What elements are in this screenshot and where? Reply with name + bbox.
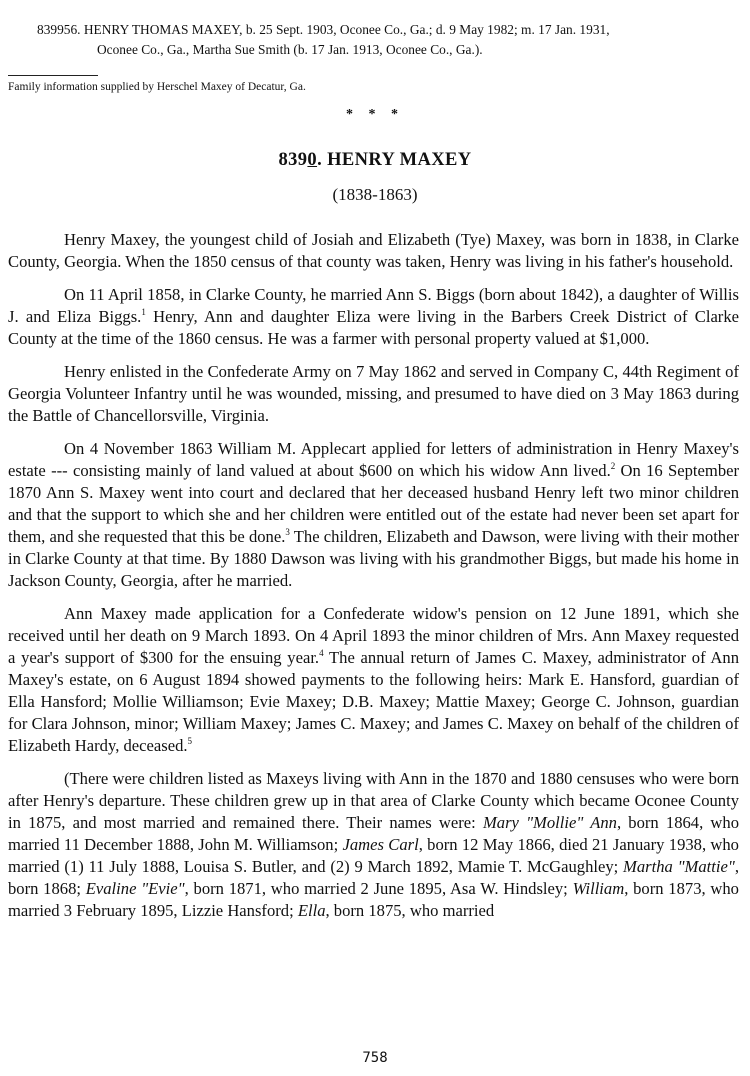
heading-number-suffix: . xyxy=(317,150,323,170)
footnote-rule xyxy=(8,75,98,76)
paragraph-6 xyxy=(8,768,739,922)
heading-number-underlined: 0 xyxy=(307,150,318,170)
footnote-ref: 1 xyxy=(141,307,146,317)
p2-text-a: On 11 April 1858, in Clarke County, he married Ann S. Biggs (born about 1842), a daughter of Willis J. and Eliza Biggs. xyxy=(8,285,739,326)
section-heading xyxy=(0,150,750,171)
p5-text-a: Ann Maxey made application for a Confederate widow's pension on 12 June 1891, which she received until her death on 9 March 1893. On 4 April 1893 the minor children of Mrs. Ann Maxey requested a year's support of $300 for the ensuing year. xyxy=(8,604,739,667)
footnote-ref: 2 xyxy=(610,461,616,471)
p6-text-e: , born 1871, who married 2 June 1895, Asa W. Hindsley; xyxy=(184,879,573,898)
footnote-ref: 4 xyxy=(319,648,324,658)
child-name: Mary "Mollie" Ann xyxy=(482,813,617,832)
p6-text-c: , born 12 May 1866, died 21 January 1938, who married (1) 11 July 1888, Louisa S. Butler, and (2) 9 March 1892, Mamie T. McGaughley; xyxy=(8,835,739,876)
p2-text-b: Henry, Ann and daughter Eliza were living in the Barbers Creek District of Clarke County at the time of the 1860 census. He was a farmer with personal property valued at $1,000. xyxy=(8,307,739,348)
p5-text-b: The annual return of James C. Maxey, administrator of Ann Maxey's estate, on 6 August 1894 showed payments to the following heirs: Mark E. Hansford, guardian of Ella Hansford; Mollie Williamson; Evie Maxey; D.B. Maxey; Mattie Maxey; George C. Johnson, guardian for Clara Johnson, minor; William Maxey; James C. Maxey; and James C. Maxey on behalf of the children of Elizabeth Hardy, deceased. xyxy=(8,648,739,755)
family-information-note: Family information supplied by Herschel Maxey of Decatur, Ga. xyxy=(8,81,306,93)
page-number: 758 xyxy=(362,1050,388,1066)
p6-text-g: , born 1875, who married xyxy=(325,901,495,920)
child-name: William xyxy=(572,879,625,898)
body-text xyxy=(8,229,739,933)
heading-lifespan: (1838-1863) xyxy=(332,185,418,204)
heading-number-prefix: 839 xyxy=(278,150,308,170)
paragraph-1 xyxy=(8,229,739,273)
paragraph-3 xyxy=(8,361,739,427)
entry-line-1: 839956. HENRY THOMAS MAXEY, b. 25 Sept. 1903, Oconee Co., Ga.; d. 9 May 1982; m. 17 Jan. 1931, xyxy=(37,22,610,37)
p6-text-d: , born 1868; xyxy=(8,857,739,898)
paragraph-5 xyxy=(8,603,739,757)
entry-line-2: Oconee Co., Ga., Martha Sue Smith (b. 17 Jan. 1913, Oconee Co., Ga.). xyxy=(97,42,483,57)
footnote-ref: 3 xyxy=(285,527,290,537)
p4-text-c: The children, Elizabeth and Dawson, were living with their mother in Clarke County at that time. By 1880 Dawson was living with his grandmother Biggs, but made his home in Jackson County, Georgia, after he married. xyxy=(8,527,739,590)
paragraph-2 xyxy=(8,284,739,350)
paragraph-4 xyxy=(8,438,739,592)
child-name: James Carl xyxy=(342,835,419,854)
p1-text: Henry Maxey, the youngest child of Josiah and Elizabeth (Tye) Maxey, was born in 1838, in Clarke County, Georgia. When the 1850 census of that county was taken, Henry was living in his father's household. xyxy=(8,230,739,271)
p6-text-f: , born 1873, who married 3 February 1895, Lizzie Hansford; xyxy=(8,879,739,920)
genealogy-entry xyxy=(37,20,750,60)
p4-text-b: On 16 September 1870 Ann S. Maxey went into court and declared that her deceased husband Henry left two minor children and that the support to which she and her children were entitled out of the estate had never been set apart for them, and she requested that this be done. xyxy=(8,461,740,546)
footnote-ref: 5 xyxy=(187,736,193,746)
section-separator: * * * xyxy=(346,107,404,122)
child-name: Ella xyxy=(297,901,326,920)
heading-name: HENRY MAXEY xyxy=(327,150,472,170)
p3-text: Henry enlisted in the Confederate Army on 7 May 1862 and served in Company C, 44th Regiment of Georgia Volunteer Infantry until he was wounded, missing, and presumed to have died on 3 May 1863 during the Battle of Chancellorsville, Virginia. xyxy=(8,362,739,425)
p6-text-a: (There were children listed as Maxeys living with Ann in the 1870 and 1880 censuses who were born after Henry's departure. These children grew up in that area of Clarke County which became Oconee County in 1875, and most married and remained there. Their names were: xyxy=(8,769,739,832)
p4-text-a: On 4 November 1863 William M. Applecart applied for letters of administration in Henry Maxey's estate --- consisting mainly of land valued at about $600 on which his widow Ann lived. xyxy=(8,439,739,480)
child-name: Evaline "Evie" xyxy=(85,879,185,898)
child-name: Martha "Mattie" xyxy=(623,857,735,876)
p6-text-b: , born 1864, who married 11 December 1888, John M. Williamson; xyxy=(8,813,739,854)
